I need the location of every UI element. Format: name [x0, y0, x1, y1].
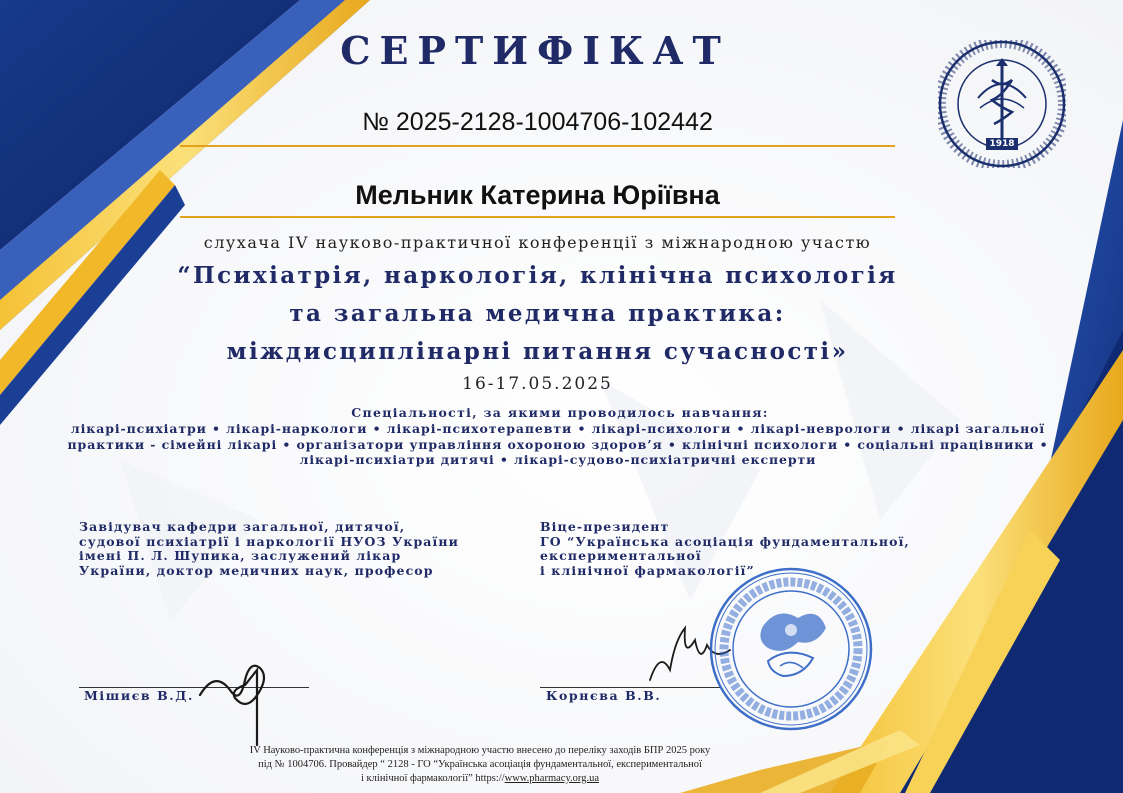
- left-title-line-4: України, доктор медичних наук, професор: [79, 562, 434, 578]
- left-signatory-name: Мішиєв В.Д.: [84, 688, 194, 703]
- specialties-list: [48, 421, 1068, 468]
- conference-title-line-1: “Психіатрія, наркологія, клінічна психологія: [177, 262, 898, 289]
- role-line: слухача IV науково-практичної конференції з міжнародною участю: [203, 233, 872, 252]
- footer-line-1: IV Науково-практична конференція з міжнародною участю внесено до переліку заходів БПР 2025 року: [249, 745, 711, 756]
- holder-name: Мельник Катерина Юріївна: [355, 180, 720, 210]
- seal-year: 1918: [989, 139, 1015, 149]
- right-signatory-name: Корнєва В.В.: [546, 688, 662, 703]
- certificate-title: СЕРТИФІКАТ: [340, 28, 730, 73]
- organization-stamp-icon: [708, 566, 874, 732]
- conference-dates: 16-17.05.2025: [462, 374, 613, 394]
- footer-website-link[interactable]: www.pharmacy.org.ua: [504, 773, 599, 784]
- right-title-line-4: і клінічної фармакології”: [540, 562, 755, 578]
- right-title-line-3: експериментальної: [540, 548, 702, 563]
- footer-note: [195, 744, 765, 786]
- footer-line-3: [195, 772, 765, 786]
- name-underline: [180, 216, 895, 218]
- specialties-line-3: лікарі-психіатри дитячі • лікарі-судово-психіатричні експерти: [299, 452, 817, 467]
- specialties-line-2: практики - сімейні лікарі • організатори управління охороною здоров’я • клінічні психологи • соціальні працівники •: [67, 436, 1049, 452]
- footer-line-2: під № 1004706. Провайдер “ 2128 - ГО “Українська асоціація фундаментальної, експериментальної: [258, 759, 702, 770]
- footer-line-3-prefix: і клінічної фармакології” https://: [361, 773, 505, 784]
- left-signatory-title: [79, 520, 509, 578]
- number-underline: [180, 145, 895, 147]
- left-title-line-3: імені П. Л. Шупика, заслужений лікар: [79, 548, 402, 563]
- conference-title-line-2: та загальна медична практика:: [289, 300, 786, 327]
- right-title-line-1: Віце-президент: [540, 519, 670, 534]
- left-title-line-1: Завідувач кафедри загальної, дитячої,: [79, 519, 406, 534]
- specialties-line-1: лікарі-психіатри • лікарі-наркологи • лікарі-психотерапевти • лікарі-психологи • лікарі-неврологи • лікарі загальної: [70, 421, 1046, 436]
- conference-title-line-3: міждисциплінарні питання сучасності»: [226, 338, 849, 365]
- left-signature-icon: [195, 650, 285, 750]
- certificate-number: № 2025-2128-1004706-102442: [362, 108, 713, 136]
- left-title-line-2: судової психіатрії і наркології НУОЗ України: [79, 533, 459, 549]
- right-title-line-2: ГО “Українська асоціація фундаментальної,: [540, 533, 910, 549]
- specialties-heading: Спеціальності, за якими проводилось навчання:: [351, 405, 769, 420]
